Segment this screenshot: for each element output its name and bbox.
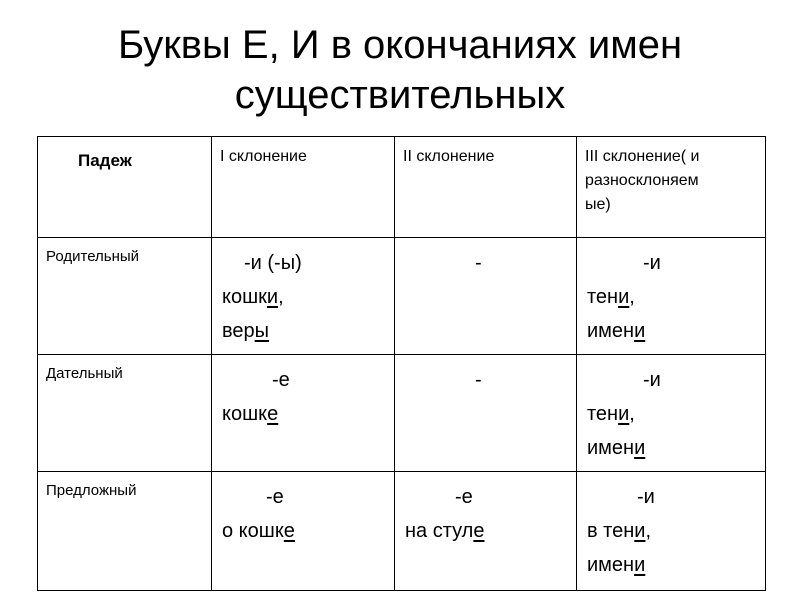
declension-2-cell: -е на стуле: [395, 472, 577, 591]
declension-3-cell: -и тени, имени: [577, 355, 766, 472]
table-row: [38, 472, 766, 591]
example-word: имени: [587, 554, 646, 576]
example-word: веры: [222, 320, 270, 342]
ending-underline: и: [634, 520, 646, 542]
case-cell: Родительный: [38, 238, 212, 355]
header-case: Падеж: [38, 137, 212, 238]
example-word: тени,: [587, 403, 635, 425]
title-line-1: Буквы Е, И в окончаниях имен: [117, 23, 683, 67]
declension-1-cell: -и (-ы) кошки, веры: [212, 238, 395, 355]
declension-3-cell: -и в тени, имени: [577, 472, 766, 591]
declension-3-cell: -и тени, имени: [577, 238, 766, 355]
example-word: о кошке: [222, 520, 295, 542]
example-word: кошки,: [222, 286, 284, 308]
example-word: кошке: [222, 403, 279, 425]
declension-table: [37, 136, 766, 591]
header-declension-3: III склонение( и разносклоняем ые): [577, 137, 766, 238]
table-row: [38, 355, 766, 472]
page-title: [0, 20, 800, 120]
ending-underline: е: [473, 520, 485, 542]
ending-underline: и: [618, 286, 630, 308]
ending-underline: и: [634, 554, 646, 576]
example-word: на стуле: [405, 520, 485, 542]
case-cell: Предложный: [38, 472, 212, 591]
ending-underline: ы: [254, 320, 270, 342]
ending-underline: и: [618, 403, 630, 425]
table-row: [38, 238, 766, 355]
declension-1-cell: -е о кошке: [212, 472, 395, 591]
ending-underline: и: [634, 437, 646, 459]
example-word: тени,: [587, 286, 635, 308]
ending-underline: и: [634, 320, 646, 342]
ending-underline: и: [266, 286, 279, 308]
example-word: имени: [587, 320, 646, 342]
header-declension-1: I склонение: [212, 137, 395, 238]
case-cell: Дательный: [38, 355, 212, 472]
example-word: в тени,: [587, 520, 652, 542]
declension-1-cell: -е кошке: [212, 355, 395, 472]
header-declension-2: II склонение: [395, 137, 577, 238]
ending-underline: е: [283, 520, 295, 542]
example-word: имени: [587, 437, 646, 459]
ending-underline: е: [267, 403, 279, 425]
declension-2-cell: -: [395, 355, 577, 472]
table-header-row: [38, 137, 766, 238]
declension-2-cell: -: [395, 238, 577, 355]
title-line-2: существительных: [234, 73, 566, 117]
